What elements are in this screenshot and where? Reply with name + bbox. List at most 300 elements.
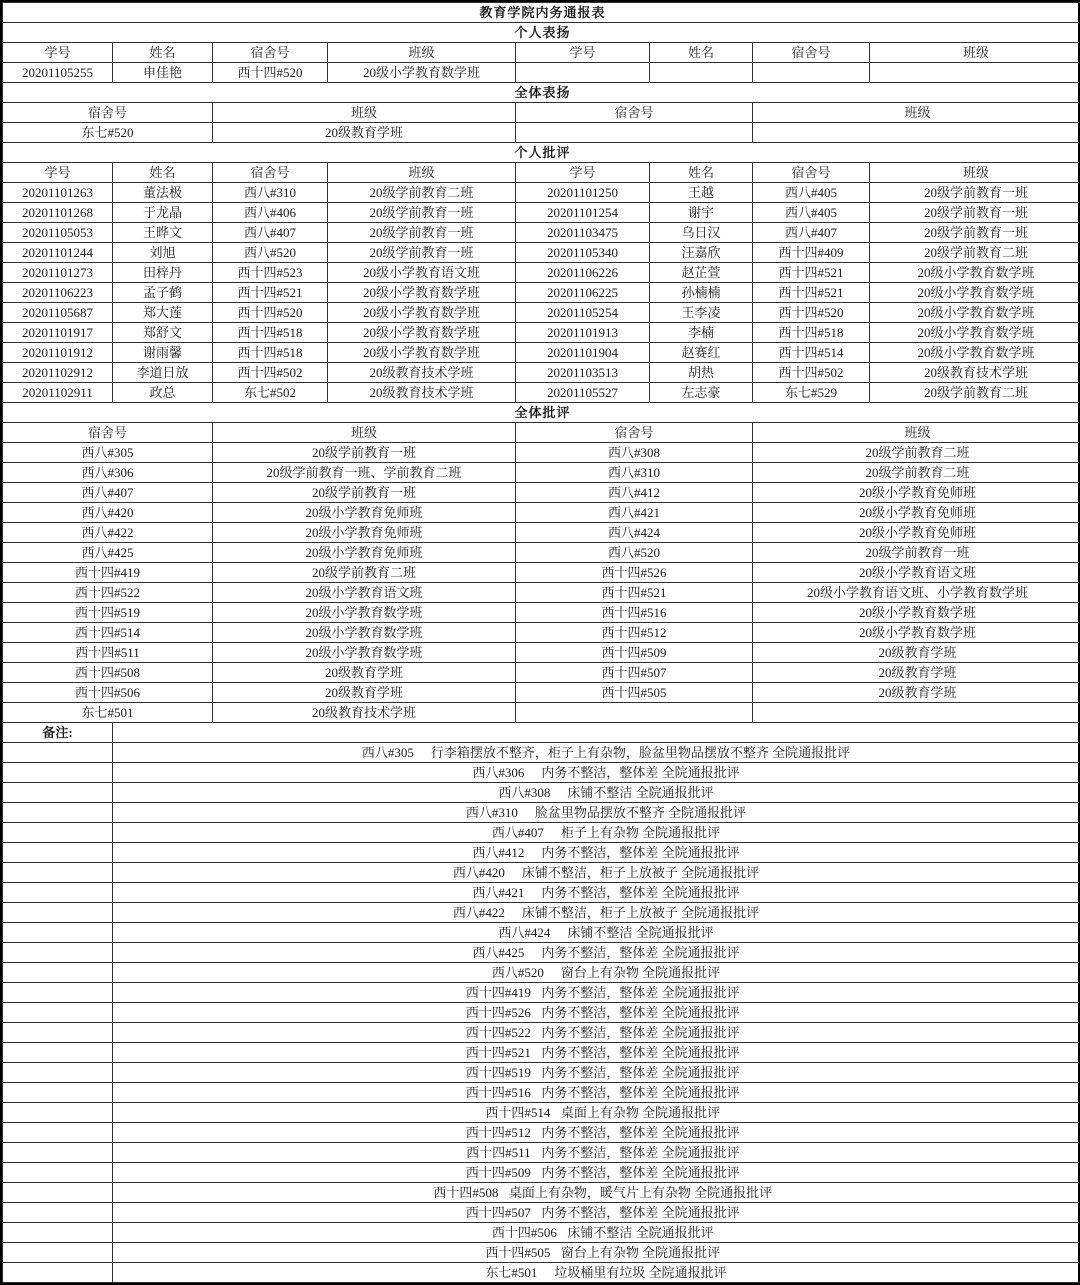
cell: 西十四#511 [3, 643, 213, 663]
cell: 20级小学教育数学班 [328, 283, 516, 303]
table-row [3, 683, 1080, 703]
cell [3, 863, 113, 883]
cell: 20级小学教育免师班 [213, 543, 516, 563]
cell: 20级小学教育数学班 [870, 303, 1080, 323]
cell: 西八#520 [213, 243, 328, 263]
table-row [3, 183, 1080, 203]
remark-text: 床铺不整洁，柜子上放被子 全院通报批评 [522, 905, 759, 920]
column-header: 学号 [3, 163, 113, 183]
cell: 西十四#522 [3, 583, 213, 603]
table-row [3, 263, 1080, 283]
table-row [3, 323, 1080, 343]
table-row [3, 1163, 1080, 1183]
page-title: 教育学院内务通报表 [3, 3, 1080, 23]
cell: 西八#305 [3, 443, 213, 463]
cell [3, 743, 113, 763]
cell: 西八#308 [516, 443, 753, 463]
remark-text: 床铺不整洁 全院通报批评 [567, 785, 713, 800]
table-row [3, 1223, 1080, 1243]
cell: 20级小学教育免师班 [753, 503, 1080, 523]
table-row [3, 63, 1080, 83]
table-row [3, 203, 1080, 223]
column-header: 宿舍号 [213, 163, 328, 183]
cell: 西八#420 [3, 503, 213, 523]
cell [516, 703, 753, 723]
column-header: 宿舍号 [3, 423, 213, 443]
column-header: 姓名 [113, 43, 213, 63]
table-row [3, 1143, 1080, 1163]
table-row [3, 803, 1080, 823]
remark-room: 西十四#526 [455, 1006, 541, 1020]
table-row [3, 523, 1080, 543]
table-row [3, 3, 1080, 23]
column-header: 宿舍号 [213, 43, 328, 63]
cell [3, 783, 113, 803]
cell [3, 843, 113, 863]
remark-cell [113, 763, 1080, 783]
remark-text: 床铺不整洁，柜子上放被子 全院通报批评 [522, 865, 759, 880]
cell: 20201101250 [516, 183, 650, 203]
remark-room: 西八#412 [455, 846, 541, 860]
remark-cell [113, 923, 1080, 943]
column-header: 班级 [753, 423, 1080, 443]
remark-room: 西十四#507 [455, 1206, 541, 1220]
cell: 左志豪 [650, 383, 753, 403]
cell [516, 123, 753, 143]
remark-text: 柜子上有杂物 全院通报批评 [561, 825, 720, 840]
table-row [3, 783, 1080, 803]
remark-text: 床铺不整洁 全院通报批评 [567, 1225, 713, 1240]
column-header: 姓名 [650, 43, 753, 63]
table-row [3, 1103, 1080, 1123]
remark-room: 西八#420 [436, 866, 522, 880]
cell: 西十四#518 [213, 343, 328, 363]
cell: 孟子鹤 [113, 283, 213, 303]
table-row [3, 543, 1080, 563]
cell: 20级教育学班 [213, 123, 516, 143]
remark-text: 内务不整洁，整体差 全院通报批评 [541, 1145, 739, 1160]
cell: 20级学前教育一班 [870, 223, 1080, 243]
cell: 西十四#419 [3, 563, 213, 583]
cell: 20级教育技术学班 [870, 363, 1080, 383]
cell: 西十四#523 [213, 263, 328, 283]
remark-text: 内务不整洁，整体差 全院通报批评 [541, 1025, 739, 1040]
cell: 孙楠楠 [650, 283, 753, 303]
table-row [3, 243, 1080, 263]
cell: 20201106226 [516, 263, 650, 283]
remark-text: 桌面上有杂物 全院通报批评 [561, 1105, 720, 1120]
cell: 20级小学教育数学班 [328, 343, 516, 363]
cell: 西八#406 [213, 203, 328, 223]
remark-cell [113, 823, 1080, 843]
cell [516, 63, 650, 83]
remark-cell [113, 803, 1080, 823]
cell: 20级教育学班 [213, 663, 516, 683]
cell: 20201101917 [3, 323, 113, 343]
cell: 20201103475 [516, 223, 650, 243]
column-header: 宿舍号 [753, 163, 870, 183]
cell: 西十四#521 [213, 283, 328, 303]
remark-text: 内务不整洁，整体差 全院通报批评 [541, 765, 739, 780]
cell [3, 1223, 113, 1243]
remark-text: 内务不整洁，整体差 全院通报批评 [541, 1045, 739, 1060]
cell: 20级学前教育一班 [870, 183, 1080, 203]
cell: 20级教育技术学班 [328, 383, 516, 403]
remark-room: 西八#421 [455, 886, 541, 900]
column-header: 宿舍号 [3, 103, 213, 123]
remark-cell [113, 1203, 1080, 1223]
remark-text: 内务不整洁，整体差 全院通报批评 [541, 1005, 739, 1020]
cell [650, 63, 753, 83]
remark-text: 内务不整洁，整体差 全院通报批评 [541, 1165, 739, 1180]
cell [753, 703, 1080, 723]
remark-cell [113, 1023, 1080, 1043]
table-row [3, 643, 1080, 663]
cell: 20级学前教育二班 [328, 183, 516, 203]
cell: 20级小学教育数学班 [328, 323, 516, 343]
table-row [3, 723, 1080, 743]
cell: 东七#529 [753, 383, 870, 403]
remark-cell [113, 1003, 1080, 1023]
table-row [3, 843, 1080, 863]
remark-cell [113, 1263, 1080, 1283]
table-row [3, 663, 1080, 683]
cell [3, 1003, 113, 1023]
cell: 20级学前教育一班 [213, 443, 516, 463]
cell: 西十四#521 [753, 263, 870, 283]
table-row [3, 143, 1080, 163]
cell [3, 1263, 113, 1283]
table-row [3, 823, 1080, 843]
cell [3, 803, 113, 823]
table-row [3, 303, 1080, 323]
cell: 西十四#514 [3, 623, 213, 643]
table-row [3, 703, 1080, 723]
remark-room: 西十四#516 [455, 1086, 541, 1100]
remark-room: 西十四#509 [455, 1166, 541, 1180]
cell [3, 1183, 113, 1203]
column-header: 宿舍号 [753, 43, 870, 63]
cell: 西八#310 [516, 463, 753, 483]
cell: 汪嘉欣 [650, 243, 753, 263]
table-row [3, 503, 1080, 523]
table-row [3, 943, 1080, 963]
cell: 西十四#519 [3, 603, 213, 623]
cell: 西十四#518 [213, 323, 328, 343]
table-row [3, 583, 1080, 603]
cell: 西十四#502 [753, 363, 870, 383]
column-header: 学号 [516, 43, 650, 63]
remark-room: 西十四#419 [455, 986, 541, 1000]
cell: 20201101912 [3, 343, 113, 363]
cell: 20201106225 [516, 283, 650, 303]
cell: 20201105254 [516, 303, 650, 323]
cell: 20201105527 [516, 383, 650, 403]
cell: 20201101273 [3, 263, 113, 283]
cell: 西十四#502 [213, 363, 328, 383]
column-header: 姓名 [113, 163, 213, 183]
cell: 20级学前教育一班 [213, 483, 516, 503]
remark-room: 东七#501 [468, 1266, 554, 1280]
remark-room: 西十四#522 [455, 1026, 541, 1040]
table-row [3, 443, 1080, 463]
remark-text: 内务不整洁，整体差 全院通报批评 [541, 845, 739, 860]
remark-text: 内务不整洁，整体差 全院通报批评 [541, 985, 739, 1000]
cell: 20201101263 [3, 183, 113, 203]
remark-room: 西十四#508 [423, 1186, 509, 1200]
cell [3, 1043, 113, 1063]
cell: 20级教育学班 [753, 643, 1080, 663]
cell: 20201101913 [516, 323, 650, 343]
cell: 王晔文 [113, 223, 213, 243]
cell: 刘旭 [113, 243, 213, 263]
table-row [3, 743, 1080, 763]
column-header: 班级 [328, 163, 516, 183]
column-header: 班级 [870, 43, 1080, 63]
cell: 20201105687 [3, 303, 113, 323]
cell: 西十四#509 [516, 643, 753, 663]
column-header: 班级 [870, 163, 1080, 183]
cell [3, 983, 113, 1003]
cell: 20级小学教育免师班 [213, 503, 516, 523]
cell: 20级学前教育二班 [870, 243, 1080, 263]
table-row [3, 603, 1080, 623]
remark-text: 内务不整洁，整体差 全院通报批评 [541, 1205, 739, 1220]
cell: 谢宇 [650, 203, 753, 223]
remark-cell [113, 1223, 1080, 1243]
column-header: 学号 [516, 163, 650, 183]
remark-room: 西八#520 [475, 966, 561, 980]
cell [113, 723, 1080, 743]
remark-room: 西八#407 [475, 826, 561, 840]
table-row [3, 763, 1080, 783]
remark-room: 西八#424 [481, 926, 567, 940]
remark-text: 桌面上有杂物，暖气片上有杂物 全院通报批评 [509, 1185, 772, 1200]
cell: 董法极 [113, 183, 213, 203]
cell [3, 903, 113, 923]
remark-text: 行李箱摆放不整齐，柜子上有杂物，脸盆里物品摆放不整齐 全院通报批评 [431, 745, 850, 760]
cell: 西十四#507 [516, 663, 753, 683]
table-row [3, 863, 1080, 883]
cell [3, 1243, 113, 1263]
remark-text: 内务不整洁，整体差 全院通报批评 [541, 1085, 739, 1100]
column-header: 宿舍号 [516, 103, 753, 123]
cell [3, 1203, 113, 1223]
table-row [3, 963, 1080, 983]
cell: 20级小学教育数学班 [870, 283, 1080, 303]
remark-cell [113, 843, 1080, 863]
cell: 20级学前教育一班 [328, 223, 516, 243]
cell: 20201105255 [3, 63, 113, 83]
cell: 20级小学教育数学班 [753, 623, 1080, 643]
remark-cell [113, 1123, 1080, 1143]
table-row [3, 883, 1080, 903]
cell: 西十四#521 [753, 283, 870, 303]
cell: 西八#407 [3, 483, 213, 503]
table-row [3, 1183, 1080, 1203]
cell: 20201102912 [3, 363, 113, 383]
cell: 东七#520 [3, 123, 213, 143]
table-row [3, 1003, 1080, 1023]
section-heading-group-criticism: 全体批评 [3, 403, 1080, 423]
cell: 西八#310 [213, 183, 328, 203]
remark-text: 床铺不整洁 全院通报批评 [567, 925, 713, 940]
cell: 西八#425 [3, 543, 213, 563]
cell: 西八#405 [753, 183, 870, 203]
cell: 20级学前教育一班 [870, 203, 1080, 223]
remark-room: 西八#425 [455, 946, 541, 960]
remark-text: 垃圾桶里有垃圾 全院通报批评 [554, 1265, 726, 1280]
remark-room: 西八#310 [449, 806, 535, 820]
cell: 赵赛红 [650, 343, 753, 363]
cell: 西八#306 [3, 463, 213, 483]
cell [753, 123, 1080, 143]
remark-room: 西八#306 [455, 766, 541, 780]
remark-text: 窗台上有杂物 全院通报批评 [561, 965, 720, 980]
cell: 20级小学教育语文班、小学教育数学班 [753, 583, 1080, 603]
cell: 20201101244 [3, 243, 113, 263]
remark-cell [113, 903, 1080, 923]
cell: 20级教育学班 [753, 683, 1080, 703]
table-row [3, 343, 1080, 363]
remark-cell [113, 963, 1080, 983]
table-row [3, 363, 1080, 383]
cell: 20201103513 [516, 363, 650, 383]
table-row [3, 463, 1080, 483]
cell: 西十四#520 [753, 303, 870, 323]
cell: 20级学前教育二班 [870, 383, 1080, 403]
table-row [3, 283, 1080, 303]
table-row [3, 123, 1080, 143]
remark-text: 脸盆里物品摆放不整齐 全院通报批评 [535, 805, 746, 820]
cell: 20级教育学班 [213, 683, 516, 703]
cell: 西八#412 [516, 483, 753, 503]
cell: 西八#424 [516, 523, 753, 543]
cell: 西十四#518 [753, 323, 870, 343]
table-row [3, 383, 1080, 403]
table-row [3, 83, 1080, 103]
cell [3, 823, 113, 843]
remark-cell [113, 943, 1080, 963]
cell [870, 63, 1080, 83]
cell [3, 923, 113, 943]
cell: 东七#502 [213, 383, 328, 403]
remark-room: 西十四#512 [455, 1126, 541, 1140]
cell: 政总 [113, 383, 213, 403]
cell [3, 1163, 113, 1183]
cell: 20级小学教育免师班 [753, 523, 1080, 543]
cell: 田梓丹 [113, 263, 213, 283]
column-header: 学号 [3, 43, 113, 63]
cell: 西十四#521 [516, 583, 753, 603]
cell: 郑大莲 [113, 303, 213, 323]
cell: 20级教育学班 [753, 663, 1080, 683]
cell: 西十四#514 [753, 343, 870, 363]
cell: 李楠 [650, 323, 753, 343]
column-header: 姓名 [650, 163, 753, 183]
cell: 赵芷萱 [650, 263, 753, 283]
report-table-body [3, 3, 1080, 1283]
cell: 20级小学教育数学班 [870, 323, 1080, 343]
cell: 20级小学教育数学班 [328, 63, 516, 83]
cell: 20级教育技术学班 [213, 703, 516, 723]
remark-text: 内务不整洁，整体差 全院通报批评 [541, 945, 739, 960]
cell: 西十四#508 [3, 663, 213, 683]
cell [753, 63, 870, 83]
cell: 20级学前教育一班 [328, 243, 516, 263]
remark-cell [113, 983, 1080, 1003]
column-header: 班级 [213, 423, 516, 443]
cell: 20201105053 [3, 223, 113, 243]
cell: 西八#421 [516, 503, 753, 523]
cell: 东七#501 [3, 703, 213, 723]
table-row [3, 563, 1080, 583]
cell: 20级小学教育数学班 [213, 643, 516, 663]
cell: 西十四#526 [516, 563, 753, 583]
cell: 西十四#520 [213, 63, 328, 83]
table-row [3, 423, 1080, 443]
table-row [3, 1243, 1080, 1263]
cell: 20201102911 [3, 383, 113, 403]
remark-room: 西八#308 [481, 786, 567, 800]
remark-cell [113, 1243, 1080, 1263]
cell: 西十四#516 [516, 603, 753, 623]
cell: 20级小学教育免师班 [213, 523, 516, 543]
remark-room: 西十四#521 [455, 1046, 541, 1060]
cell: 西十四#512 [516, 623, 753, 643]
cell: 20级小学教育免师班 [753, 483, 1080, 503]
cell: 王越 [650, 183, 753, 203]
remark-cell [113, 1103, 1080, 1123]
cell [3, 883, 113, 903]
cell: 20级小学教育数学班 [328, 303, 516, 323]
remark-room: 西八#422 [436, 906, 522, 920]
table-row [3, 1263, 1080, 1283]
cell: 20级小学教育数学班 [753, 603, 1080, 623]
remark-text: 内务不整洁，整体差 全院通报批评 [541, 885, 739, 900]
table-row [3, 103, 1080, 123]
remark-text: 内务不整洁，整体差 全院通报批评 [541, 1065, 739, 1080]
remark-room: 西十四#506 [481, 1226, 567, 1240]
remark-room: 西十四#514 [475, 1106, 561, 1120]
table-row [3, 163, 1080, 183]
remarks-label: 备注: [3, 723, 113, 743]
table-row [3, 623, 1080, 643]
remark-cell [113, 863, 1080, 883]
remark-text: 内务不整洁，整体差 全院通报批评 [541, 1125, 739, 1140]
table-row [3, 483, 1080, 503]
remark-cell [113, 883, 1080, 903]
section-heading-group-praise: 全体表扬 [3, 83, 1080, 103]
table-row [3, 223, 1080, 243]
remark-cell [113, 1163, 1080, 1183]
cell: 西八#520 [516, 543, 753, 563]
remark-cell [113, 743, 1080, 763]
remark-cell [113, 1183, 1080, 1203]
cell [3, 1023, 113, 1043]
table-row [3, 1083, 1080, 1103]
remark-room: 西八#305 [345, 746, 431, 760]
cell: 20级小学教育语文班 [213, 583, 516, 603]
remark-cell [113, 1043, 1080, 1063]
column-header: 班级 [753, 103, 1080, 123]
cell: 20级学前教育二班 [753, 463, 1080, 483]
remark-text: 窗台上有杂物 全院通报批评 [561, 1245, 720, 1260]
table-row [3, 903, 1080, 923]
cell: 20级教育技术学班 [328, 363, 516, 383]
cell: 20级小学教育数学班 [213, 603, 516, 623]
cell: 西八#407 [753, 223, 870, 243]
